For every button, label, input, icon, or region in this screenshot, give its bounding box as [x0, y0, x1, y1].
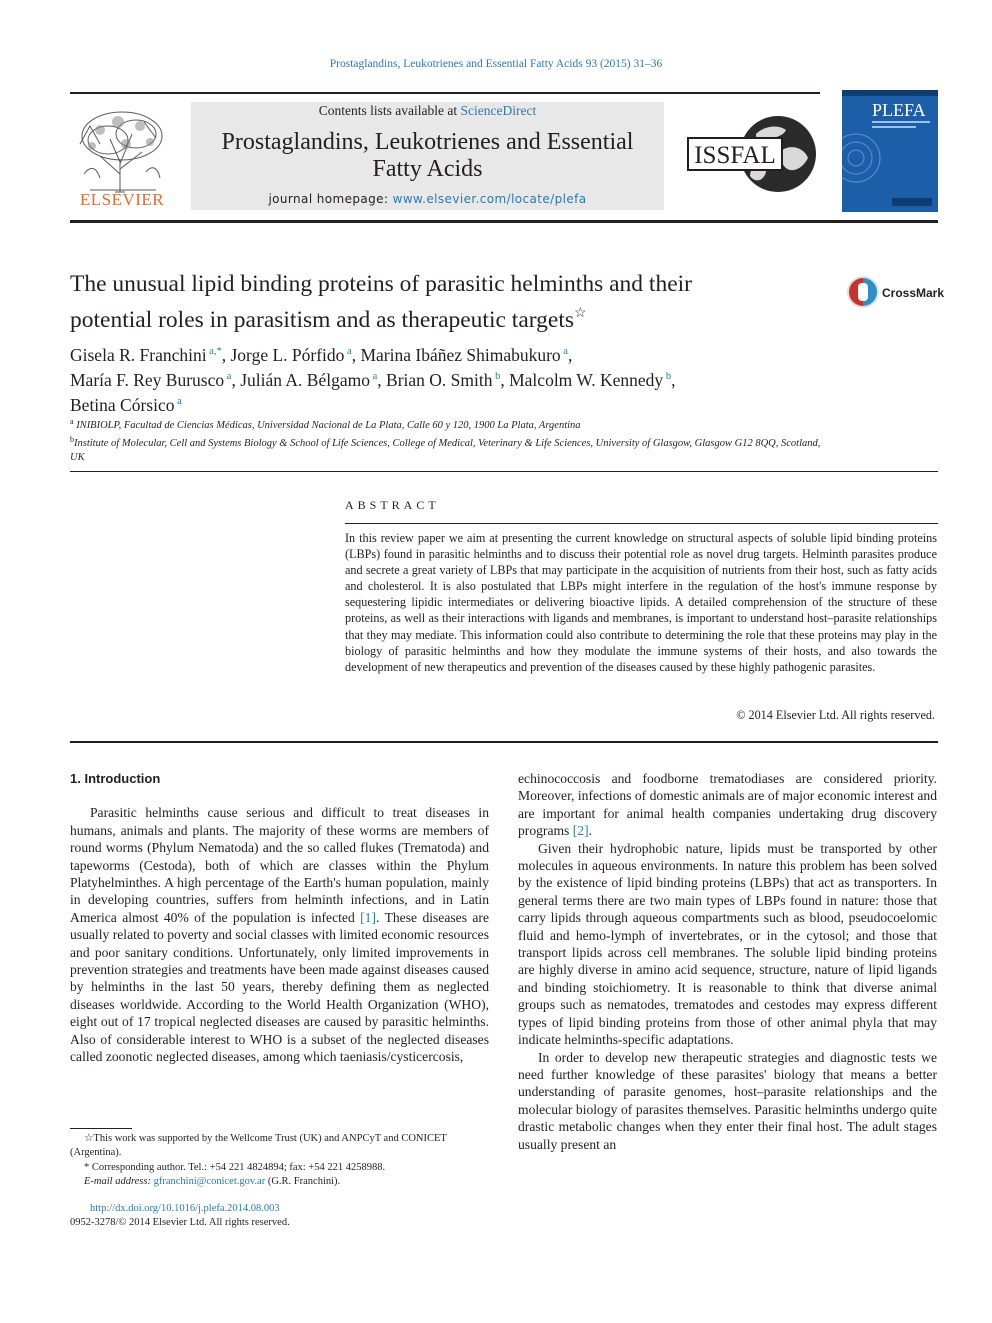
abstract-text: In this review paper we aim at presenting the current knowledge on structural aspects of soluble lipid binding proteins (LBPs) found in parasitic helminths and to discuss their potential role as novel drug targets. Helminth parasites produce and secrete a great variety of LBPs that may participate in the acquisition of nutrients from their host, such as fatty acids and cholesterol. It is also postulated that LBPs might interfere in the regulation of the host's immune response by sequestering lipidic intermediates or delivering bioactive lipids. A detailed comprehension of the structure of these proteins, as well as their interactions with ligands and membranes, is important to understand host–parasite relationships that they may mediate. This information could also contribute to determining the role that these proteins may play in the biology of parasitic helminths and how they modulate the immune systems of their hosts, and also towards the development of new therapeutics and prevention of the diseases caused by these highly pathogenic parasites.	[345, 531, 937, 674]
contents-line	[191, 103, 664, 119]
author-separator: ,	[351, 345, 361, 365]
author-separator: ,	[221, 345, 231, 365]
journal-title-box	[191, 102, 664, 210]
divider	[345, 523, 938, 524]
crossmark-badge[interactable]	[846, 275, 946, 309]
divider	[70, 741, 938, 743]
author-name: Brian O. Smith	[386, 370, 493, 390]
email-suffix: (G.R. Franchini).	[265, 1176, 341, 1188]
affiliation-b	[70, 433, 830, 465]
author-affiliation-mark[interactable]: b	[665, 371, 672, 382]
journal-header	[70, 92, 938, 222]
author-affiliation-mark[interactable]: a	[177, 396, 182, 407]
affiliation-mark: b	[70, 435, 74, 444]
article-title	[70, 270, 830, 335]
email-label: E-mail address:	[84, 1176, 154, 1188]
author-line-1	[70, 341, 830, 366]
abstract-heading: ABSTRACT	[345, 498, 440, 512]
journal-cover-image	[842, 90, 938, 212]
journal-title-line1: Prostaglandins, Leukotrienes and Essential	[221, 129, 634, 155]
email-link[interactable]: gfranchini@conicet.gov.ar	[153, 1176, 266, 1188]
author-affiliation-mark[interactable]: a	[347, 346, 352, 357]
author-line-3	[70, 391, 830, 416]
affiliation-a	[70, 415, 830, 433]
author-separator: ,	[567, 345, 573, 365]
affiliation-list	[70, 415, 830, 465]
author-name: Gisela R. Franchini	[70, 345, 207, 365]
article-title-line2-text: potential roles in parasitism and as therapeutic targets	[70, 307, 575, 333]
author-line-2	[70, 366, 830, 391]
journal-title	[191, 129, 664, 183]
cover-title: PLEFA	[872, 100, 926, 120]
homepage-prefix: journal homepage:	[268, 192, 393, 206]
issfal-globe-logo	[686, 114, 822, 198]
homepage-line	[191, 192, 664, 206]
affiliation-text: INIBIOLP, Facultad de Ciencias Médicas, Universidad Nacional de La Plata, Calle 60 y 120, 1900 La Plata, Argentina	[76, 420, 581, 431]
contents-prefix: Contents lists available at	[318, 103, 461, 118]
body-paragraph: Given their hydrophobic nature, lipids must be transported by other molecules in aqueous environments. In nature this problem has been solved by the existence of lipid binding proteins (LBPs) that act as transporters. In general terms there are two main types of LBPs found in nature: those that carry lipids through aqueous compartments such as blood, pseudocoelomic fluid and hemo-lymph of invertebrates, or in the cytosol; and those that transport lipids across cell membranes. The soluble lipid binding proteins are highly diverse in amino acid sequence, structure, nature of lipid ligands and binding stoichiometry. It is reasonable to think that diverse animal groups such as nematodes, trematodes and cestodes may express different types of lipid binding proteins from those of other animal phyla that may indicate helminths-specific adaptations.	[518, 840, 937, 1048]
sciencedirect-link[interactable]: ScienceDirect	[460, 103, 537, 118]
reference-link[interactable]: [2]	[572, 823, 589, 839]
author-affiliation-mark[interactable]: a	[226, 371, 232, 382]
author-list	[70, 341, 830, 416]
header-top-rule	[70, 92, 820, 94]
corresponding-author-footnote: * Corresponding author. Tel.: +54 221 4824894; fax: +54 221 4258988.	[84, 1161, 386, 1173]
header-bottom-rule	[70, 220, 938, 223]
author-name: Malcolm W. Kennedy	[509, 370, 664, 390]
crossmark-label: CrossMark	[882, 286, 945, 300]
affiliation-text: Institute of Molecular, Cell and Systems Biology & School of Life Sciences, College of Medical, Veterinary & Life Sciences, University of Glasgow, Glasgow G12 8QQ, Scotland, UK	[70, 438, 821, 463]
email-footnote	[70, 1175, 490, 1189]
body-paragraph: echinococcosis and foodborne trematodiases are considered priority. Moreover, infections of domestic animals are of major economic interest and are important for animal health companies undertaking drug discovery programs [2].	[518, 771, 937, 839]
author-affiliation-mark[interactable]: a	[372, 371, 378, 382]
funding-footnote: ☆This work was supported by the Wellcome Trust (UK) and ANPCyT and CONICET (Argentina).	[70, 1133, 447, 1159]
author-name: Jorge L. Pórfido	[230, 345, 345, 365]
section-heading: 1. Introduction	[70, 771, 161, 786]
author-name: Marina Ibáñez Shimabukuro	[360, 345, 561, 365]
author-name: María F. Rey Burusco	[70, 370, 225, 390]
body-column-right	[518, 770, 937, 1153]
article-title-line2	[70, 299, 830, 335]
body-paragraph: Parasitic helminths cause serious and difficult to treat diseases in humans, animals and plants. The majority of these worms are members of round worms (Phylum Nematoda) and the so called flukes (Trematoda) and tapeworms (Cestoda), both of which are classes within the Phylum Platyhelminthes. A high percentage of the Earth's human population, mainly in developing countries, suffers from helminth infections, and in Latin America almost 40% of the population is infected [1]. These diseases are usually related to poverty and social classes with limited economic resources and poor sanitary conditions. Unfortunately, only limited improvements in prevention strategies and treatments have been made against diseases caused by helminths in the last 50 years, thereby defining them as neglected diseases worldwide. According to the World Health Organization (WHO), eight out of 17 tropical neglected diseases are caused by parasitic helminths. Also of considerable interest to WHO is a subset of the neglected diseases called zoonotic neglected diseases, among which taeniasis/cysticercosis,	[70, 805, 489, 1065]
issn-copyright: 0952-3278/© 2014 Elsevier Ltd. All rights reserved.	[70, 1217, 290, 1228]
footnotes	[70, 1132, 490, 1190]
abstract-copyright: © 2014 Elsevier Ltd. All rights reserved.	[736, 708, 935, 722]
author-separator: ,	[671, 370, 676, 390]
reference-link[interactable]: [1]	[360, 909, 377, 925]
journal-homepage-link[interactable]: www.elsevier.com/locate/plefa	[392, 192, 587, 206]
author-separator: ,	[231, 370, 241, 390]
divider	[70, 471, 938, 472]
journal-citation-link[interactable]: Prostaglandins, Leukotrienes and Essential Fatty Acids 93 (2015) 31–36	[329, 58, 663, 70]
body-paragraph: In order to develop new therapeutic strategies and diagnostic tests we need further knowledge of these parasites' biology that means a better understanding of parasite genomes, host–parasite relationships and the molecular biology of parasites themselves. Parasitic helminths undergo quite drastic metabolic changes when they enter their final host. The adult stages usually present an	[518, 1049, 937, 1152]
issfal-wordmark: ISSFAL	[694, 142, 776, 169]
author-affiliation-mark[interactable]: a,*	[209, 346, 222, 357]
author-affiliation-mark[interactable]: b	[495, 371, 501, 382]
title-footnote-mark[interactable]: ☆	[574, 306, 587, 321]
footnote-rule	[70, 1128, 132, 1129]
author-separator: ,	[500, 370, 510, 390]
author-affiliation-mark[interactable]: a	[563, 346, 568, 357]
affiliation-mark: a	[70, 417, 74, 426]
author-separator: ,	[377, 370, 387, 390]
elsevier-wordmark: ELSEVIER	[79, 190, 165, 209]
journal-title-line2: Fatty Acids	[372, 156, 483, 182]
article-title-line1: The unusual lipid binding proteins of parasitic helminths and their	[70, 271, 692, 297]
author-name: Julián A. Bélgamo	[240, 370, 370, 390]
body-column-left	[70, 770, 489, 1066]
doi-link[interactable]: http://dx.doi.org/10.1016/j.plefa.2014.08.003	[90, 1203, 280, 1214]
author-name: Betina Córsico	[70, 395, 175, 415]
